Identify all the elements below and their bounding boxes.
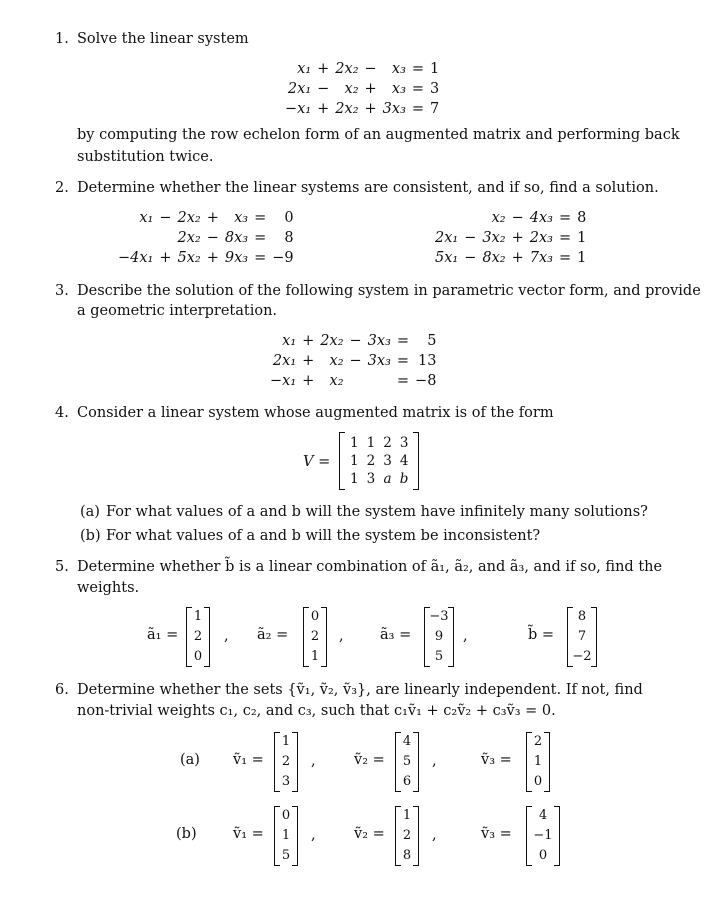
matrix-cell: 2 — [366, 453, 376, 469]
comma: , — [432, 753, 437, 769]
vector-a2-label: ã₂ = — [257, 627, 289, 643]
equation-term: 13 — [417, 353, 437, 369]
equation-term: 2x₁ — [435, 230, 459, 246]
vector-6b-v1 — [274, 806, 298, 866]
matrix-cell: 1 — [366, 435, 376, 451]
equation-term: 9x₃ — [224, 250, 249, 266]
matrix-cell: 4 — [399, 453, 409, 469]
vector-6a-v1 — [274, 732, 298, 792]
equation-term: − — [364, 61, 377, 77]
equation-term: + — [511, 230, 524, 246]
equation-term: = — [254, 230, 267, 246]
problem-3-number: 3. — [55, 283, 69, 299]
vector-entry: 5 — [434, 649, 444, 664]
problem-6a-label: (a) — [180, 752, 200, 768]
vector-entry: 1 — [533, 754, 543, 769]
problem-5-text-2: weights. — [77, 580, 140, 596]
equation-term: + — [302, 353, 315, 369]
vector-6a-v3 — [526, 732, 550, 792]
equation-term: x₁ — [282, 333, 297, 349]
matrix-v — [339, 432, 419, 490]
vector-entry: 8 — [577, 609, 587, 624]
comma: , — [339, 628, 344, 644]
vector-6b-v2-label: ṽ₂ = — [354, 826, 385, 842]
problem-1-number: 1. — [55, 31, 69, 47]
vector-entry: 7 — [577, 629, 587, 644]
equation-term: 2x₃ — [529, 230, 553, 246]
equation-term: = — [396, 333, 410, 349]
vector-entry: 2 — [281, 754, 291, 769]
vector-entry: 4 — [538, 808, 548, 823]
equation-term: + — [302, 373, 315, 389]
equation-row — [267, 371, 439, 391]
equation-row — [282, 79, 442, 99]
matrix-cell: 2 — [383, 435, 392, 451]
equation-term: = — [254, 210, 267, 226]
equation-term: − — [206, 230, 219, 246]
vector-6a-v3-label: ṽ₃ = — [481, 752, 512, 768]
problem-5-text: Determine whether b̃ is a linear combination of ã₁, ã₂, and ã₃, and if so, find the — [77, 559, 663, 575]
equation-term: + — [317, 101, 330, 117]
equation-term: − — [349, 353, 362, 369]
matrix-cell: 3 — [399, 435, 409, 451]
vector-entry: 2 — [310, 629, 320, 644]
problem-4-text: Consider a linear system whose augmented matrix is of the form — [77, 405, 554, 421]
equation-row — [432, 228, 589, 248]
equation-term: 8 — [284, 230, 294, 246]
matrix-row — [346, 434, 412, 452]
vector-entry: 3 — [281, 774, 291, 789]
problem-6-number: 6. — [55, 682, 69, 698]
vector-entry: 1 — [193, 609, 203, 624]
equation-row — [432, 248, 589, 268]
matrix-v-label: V = — [303, 454, 331, 470]
equation-row — [267, 331, 439, 351]
equation-term: 3x₃ — [367, 353, 391, 369]
equation-term: x₃ — [391, 81, 406, 97]
equation-term: x₃ — [234, 210, 249, 226]
equation-term: 3 — [430, 81, 440, 97]
equation-term: = — [254, 250, 267, 266]
problem-1-text-2: by computing the row echelon form of an augmented matrix and performing back — [77, 127, 680, 143]
equation-term: 3x₂ — [482, 230, 506, 246]
system-1 — [282, 59, 442, 119]
equation-term: −4x₁ — [118, 250, 154, 266]
vector-b-label: b̃ = — [528, 627, 555, 643]
vector-6a-v2-label: ṽ₂ = — [354, 752, 385, 768]
vector-entry: −1 — [533, 828, 553, 843]
equation-term: 7 — [430, 101, 440, 117]
vector-entry: 0 — [193, 649, 203, 664]
equation-term — [365, 371, 394, 391]
equation-term: x₂ — [491, 210, 506, 226]
equation-term: = — [558, 210, 572, 226]
vector-entry: 6 — [402, 774, 412, 789]
problem-6b-label: (b) — [176, 826, 197, 842]
equation-term: − — [464, 250, 477, 266]
equation-term: 3x₃ — [382, 101, 406, 117]
vector-entry: 8 — [402, 848, 412, 863]
system-2b — [432, 208, 589, 268]
vector-a2 — [303, 607, 327, 667]
comma: , — [311, 753, 316, 769]
vector-entry: 0 — [281, 808, 291, 823]
equation-term: + — [302, 333, 315, 349]
problem-5-number: 5. — [55, 559, 69, 575]
equation-term: − — [317, 81, 330, 97]
problem-1-text: Solve the linear system — [77, 31, 249, 47]
equation-term: 2x₂ — [177, 230, 201, 246]
problem-4b-text: For what values of a and b will the system be inconsistent? — [106, 528, 541, 544]
equation-row — [282, 59, 442, 79]
equation-term: − — [349, 333, 362, 349]
equation-term: = — [558, 230, 572, 246]
equation-row — [432, 208, 589, 228]
problem-4b-label: (b) — [80, 528, 101, 544]
equation-term: + — [317, 61, 330, 77]
vector-entry: 0 — [538, 848, 548, 863]
vector-entry: 1 — [402, 808, 412, 823]
equation-term: 8x₂ — [482, 250, 506, 266]
matrix-cell: b — [399, 471, 409, 487]
problem-3-text: Describe the solution of the following system in parametric vector form, and provide — [77, 283, 701, 299]
problem-2-number: 2. — [55, 180, 69, 196]
problem-4-number: 4. — [55, 405, 69, 421]
matrix-cell: 3 — [383, 453, 392, 469]
equation-term: −8 — [415, 373, 437, 389]
equation-term: 5 — [427, 333, 437, 349]
equation-term: 2x₂ — [335, 101, 359, 117]
equation-row — [115, 228, 297, 248]
equation-term: − — [511, 210, 524, 226]
vector-6b-v2 — [395, 806, 419, 866]
equation-term: 2x₂ — [335, 61, 359, 77]
equation-term — [461, 208, 479, 228]
equation-term — [347, 371, 365, 391]
matrix-cell: a — [383, 471, 392, 487]
equation-term: −9 — [272, 250, 294, 266]
equation-term: 5x₂ — [177, 250, 201, 266]
problem-4a-text: For what values of a and b will the system have infinitely many solutions? — [106, 504, 648, 520]
equation-term: + — [159, 250, 172, 266]
equation-term: x₂ — [329, 353, 344, 369]
vector-entry: 1 — [281, 828, 291, 843]
equation-term: −x₁ — [270, 373, 297, 389]
problem-1-text-3: substitution twice. — [77, 149, 214, 165]
comma: , — [311, 827, 316, 843]
matrix-cell: 1 — [350, 471, 359, 487]
vector-entry: 0 — [310, 609, 320, 624]
equation-term: 8 — [577, 210, 587, 226]
equation-term: = — [558, 250, 572, 266]
vector-entry: 5 — [402, 754, 412, 769]
matrix-row — [346, 470, 412, 488]
vector-entry: 1 — [310, 649, 320, 664]
equation-term: 1 — [430, 61, 440, 77]
vector-a1-label: ã₁ = — [147, 627, 179, 643]
equation-term: 4x₃ — [529, 210, 553, 226]
vector-entry: 9 — [434, 629, 444, 644]
vector-entry: 1 — [281, 734, 291, 749]
equation-row — [115, 208, 297, 228]
equation-term: 5x₁ — [435, 250, 459, 266]
vector-6b-v3 — [526, 806, 560, 866]
equation-term: x₃ — [391, 61, 406, 77]
equation-term: + — [511, 250, 524, 266]
vector-entry: 2 — [533, 734, 543, 749]
comma: , — [432, 827, 437, 843]
vector-a3 — [424, 607, 454, 667]
equation-term: = — [396, 353, 410, 369]
equation-term: 2x₂ — [177, 210, 201, 226]
vector-entry: −3 — [429, 609, 449, 624]
equation-term — [156, 228, 174, 248]
matrix-row — [346, 452, 412, 470]
vector-entry: 0 — [533, 774, 543, 789]
vector-entry: 5 — [281, 848, 291, 863]
problem-4a-label: (a) — [80, 504, 100, 520]
matrix-cell: 1 — [350, 453, 359, 469]
equation-term: x₁ — [297, 61, 312, 77]
vector-a1 — [186, 607, 210, 667]
equation-term: x₁ — [139, 210, 154, 226]
equation-term: x₂ — [344, 81, 359, 97]
problem-6-text-2: non-trivial weights c₁, c₂, and c₃, such that c₁ṽ₁ + c₂ṽ₂ + c₃ṽ₃ = 0. — [77, 703, 556, 719]
matrix-cell: 3 — [366, 471, 376, 487]
equation-term: + — [364, 101, 377, 117]
equation-row — [282, 99, 442, 119]
equation-term: 2x₁ — [272, 353, 297, 369]
comma: , — [463, 628, 468, 644]
problem-3-text-2: a geometric interpretation. — [77, 303, 278, 319]
system-3 — [267, 331, 439, 391]
equation-term: = — [396, 373, 410, 389]
vector-b — [567, 607, 597, 667]
equation-term: − — [159, 210, 172, 226]
equation-term: = — [411, 101, 425, 117]
equation-term — [115, 228, 156, 248]
equation-row — [267, 351, 439, 371]
equation-term: − — [464, 230, 477, 246]
problem-6-text: Determine whether the sets {ṽ₁, ṽ₂, ṽ₃}, are linearly independent. If not, find — [77, 682, 643, 698]
equation-term: = — [411, 81, 425, 97]
vector-6a-v2 — [395, 732, 419, 792]
equation-term: 2x₁ — [287, 81, 312, 97]
equation-term — [432, 208, 461, 228]
system-2a — [115, 208, 297, 268]
equation-term: 2x₂ — [320, 333, 344, 349]
vector-a3-label: ã₃ = — [380, 627, 412, 643]
equation-term: 0 — [284, 210, 294, 226]
equation-term: 1 — [577, 230, 587, 246]
vector-entry: 4 — [402, 734, 412, 749]
vector-entry: 2 — [402, 828, 412, 843]
equation-term: + — [206, 250, 219, 266]
equation-term: + — [364, 81, 377, 97]
vector-6b-v3-label: ṽ₃ = — [481, 826, 512, 842]
equation-term: = — [411, 61, 425, 77]
equation-term: 8x₃ — [224, 230, 249, 246]
equation-term: x₂ — [329, 373, 344, 389]
vector-6b-v1-label: ṽ₁ = — [233, 826, 264, 842]
problem-2-text: Determine whether the linear systems are consistent, and if so, find a solution. — [77, 180, 659, 196]
matrix-cell: 1 — [350, 435, 359, 451]
vector-entry: 2 — [193, 629, 203, 644]
equation-term: 3x₃ — [367, 333, 391, 349]
equation-term: + — [206, 210, 219, 226]
vector-6a-v1-label: ṽ₁ = — [233, 752, 264, 768]
vector-entry: −2 — [572, 649, 592, 664]
equation-term: 1 — [577, 250, 587, 266]
equation-term: 7x₃ — [529, 250, 553, 266]
equation-row — [115, 248, 297, 268]
comma: , — [224, 628, 229, 644]
equation-term: −x₁ — [285, 101, 312, 117]
